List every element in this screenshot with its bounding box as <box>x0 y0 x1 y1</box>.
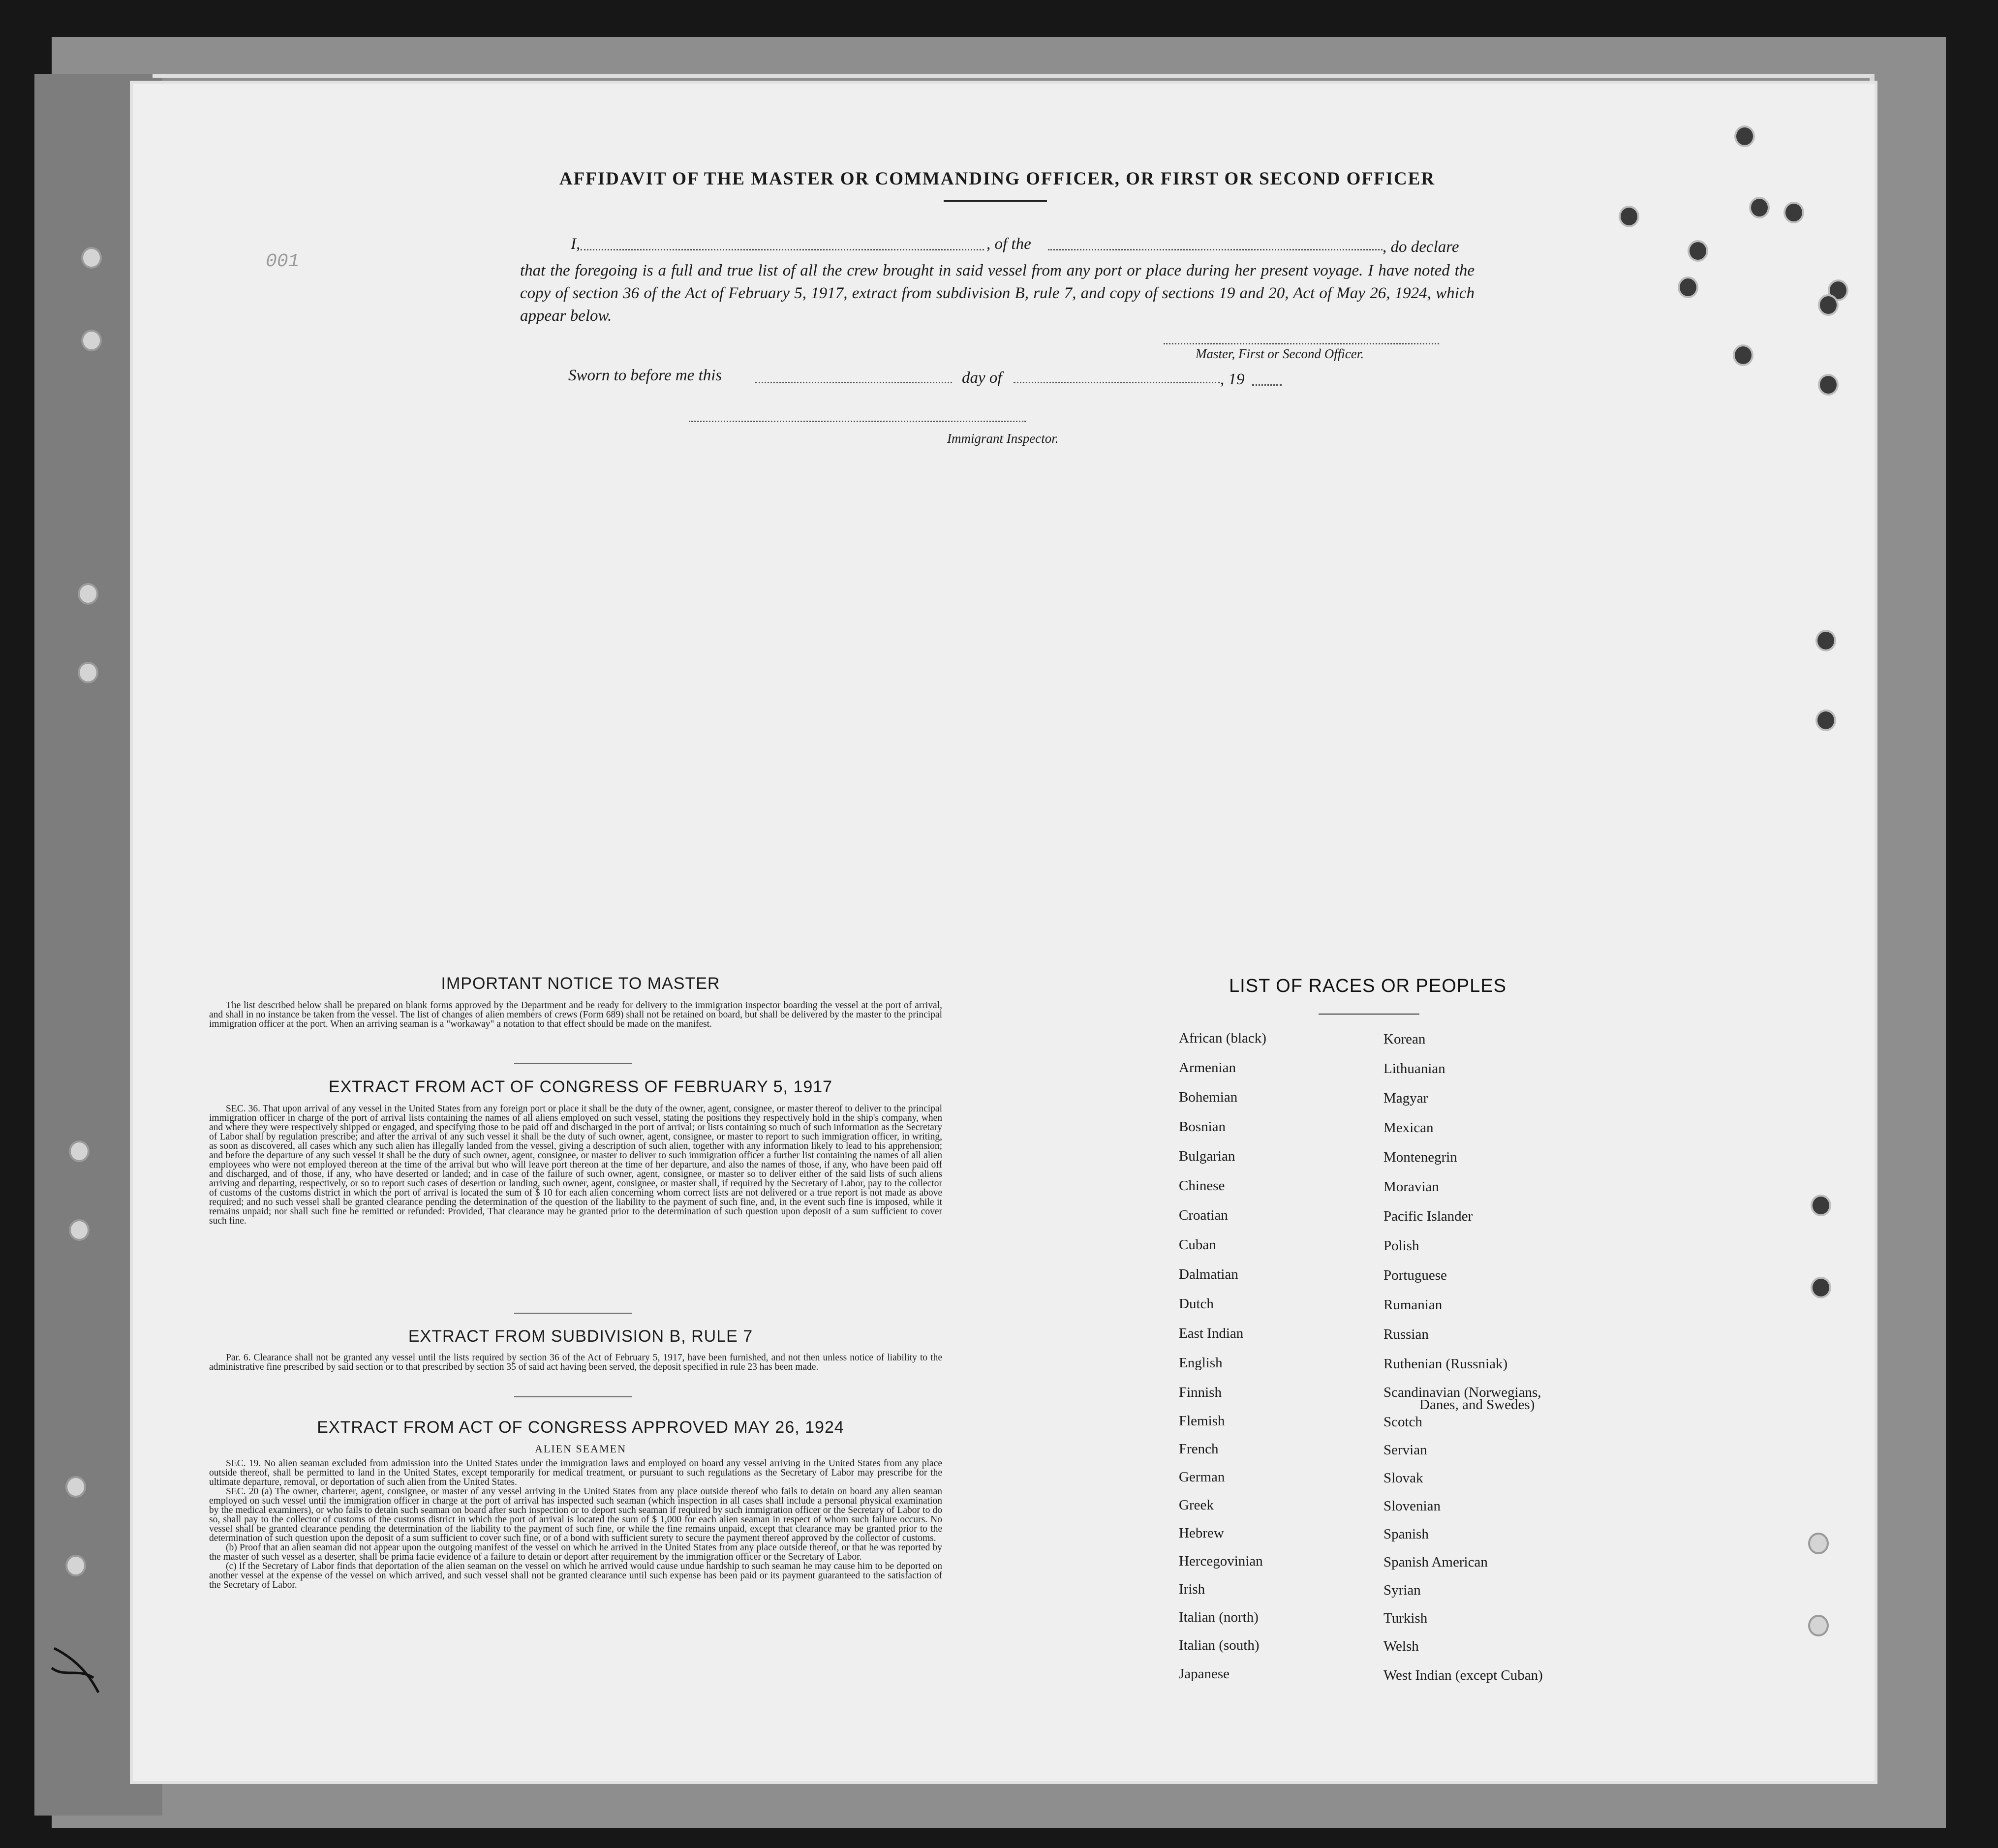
race-item: Hebrew <box>1179 1525 1224 1541</box>
binder-hole <box>1811 1195 1831 1216</box>
binder-hole <box>1749 197 1770 218</box>
race-item: Pacific Islander <box>1383 1208 1473 1224</box>
binder-hole <box>65 1476 86 1498</box>
binder-hole <box>78 583 98 605</box>
race-item: Mexican <box>1383 1120 1434 1136</box>
sec19-paragraph: SEC. 19. No alien seaman excluded from admission into the United States under the immigration laws and employed on board any vessel arriving in the United States from any place outside thereof, shall be permitted to land in the United States, except temporarily for medical treatment, or pursuant to such regulations as the Secretary of Labor may prescribe for the ultimate departure, removal, or deportation of such alien from the United States. <box>209 1458 942 1487</box>
binder-hole <box>1815 709 1836 731</box>
race-item: Dutch <box>1179 1296 1214 1312</box>
race-item: Italian (north) <box>1179 1609 1259 1625</box>
race-item: Rumanian <box>1383 1297 1443 1313</box>
race-item: Turkish <box>1383 1610 1428 1626</box>
affidavit-title: AFFIDAVIT OF THE MASTER OR COMMANDING OFFICER, OR FIRST OR SECOND OFFICER <box>559 169 1436 189</box>
binder-hole <box>1783 202 1804 223</box>
binder-hole <box>1734 125 1755 147</box>
race-item: Scotch <box>1383 1414 1422 1430</box>
race-item: Ruthenian (Russniak) <box>1383 1356 1508 1372</box>
race-item: East Indian <box>1179 1325 1244 1341</box>
race-item: Slovenian <box>1383 1498 1441 1514</box>
sworn-month-blank <box>1014 382 1220 383</box>
race-item: Cuban <box>1179 1237 1216 1253</box>
binder-hole <box>69 1219 90 1241</box>
sworn-year-blank <box>1252 384 1282 386</box>
notice-text <box>209 1001 942 1029</box>
race-item: Flemish <box>1179 1413 1225 1429</box>
extract-1917-text <box>209 1104 942 1226</box>
race-item: Hercegovinian <box>1179 1553 1263 1569</box>
race-item: Croatian <box>1179 1207 1228 1223</box>
inspector-signature-label: Immigrant Inspector. <box>947 431 1059 446</box>
vessel-blank <box>1048 249 1383 250</box>
binder-hole <box>1815 630 1836 651</box>
inspector-signature-blank <box>689 421 1026 422</box>
binder-hole <box>1678 277 1698 298</box>
race-item: West Indian (except Cuban) <box>1383 1667 1543 1683</box>
race-item: Greek <box>1179 1497 1214 1513</box>
race-item: Moravian <box>1383 1179 1439 1195</box>
race-item: Japanese <box>1179 1666 1230 1682</box>
notice-title: IMPORTANT NOTICE TO MASTER <box>441 974 720 993</box>
extract-1924-subtitle: ALIEN SEAMEN <box>535 1443 626 1455</box>
race-item: Montenegrin <box>1383 1149 1457 1165</box>
extract-1917-title: EXTRACT FROM ACT OF CONGRESS OF FEBRUARY 5, 1917 <box>328 1078 833 1096</box>
subdivision-title: EXTRACT FROM SUBDIVISION B, RULE 7 <box>408 1327 753 1346</box>
divider <box>514 1313 632 1314</box>
sec20b-paragraph: (b) Proof that an alien seaman did not appear upon the outgoing manifest of the vessel on which he arrived in the United States from any place outside thereof, or that he was reported by the master of such vessel as a deserter, shall be prima facie evidence of a failure to detain or deport after requirement by the immigration officer or the Secretary of Labor. <box>209 1542 942 1562</box>
race-item: Bosnian <box>1179 1119 1226 1135</box>
binder-hole <box>81 247 102 269</box>
sec20a-paragraph: SEC. 20 (a) The owner, charterer, agent, consignee, or master of any vessel arriving in the United States from any place outside thereof who fails to detain on board any alien seaman employed on such vessel until the immigration officer in charge at the port of arrival has inspected such seaman (which inspection in all cases shall include a personal physical examination by the medical examiners), or who fails to detain such seaman on board after such inspection or to deport such seaman if required by such immigration officer or the Secretary of Labor to do so, shall pay to the collector of customs of the customs district in which the port of arrival is located the sum of $ 1,000 for each alien seaman in respect of whom such failure occurs. No vessel shall be granted clearance pending the determination of the liability to the payment of such fine, or while the fine remains unpaid, except that clearance may be granted prior to the determination of such question upon the deposit of a sum sufficient to cover such fine, or of a bond with sufficient surety to secure the payment thereof approved by the collector of customs. <box>209 1486 942 1543</box>
master-signature-label: Master, First or Second Officer. <box>1196 346 1364 361</box>
race-item: Polish <box>1383 1238 1419 1254</box>
race-item: Dalmatian <box>1179 1266 1238 1282</box>
par6-paragraph: Par. 6. Clearance shall not be granted any vessel until the lists required by section 36 of the Act of February 5, 1917, have been furnished, and not then unless notice of liability to the administrative fine prescribed by said section or to that prescribed by section 35 of said act having been served, the deposit specified in rule 23 has been made. <box>209 1353 942 1372</box>
subdivision-text <box>209 1353 942 1372</box>
sworn-day-of-label: day of <box>962 369 1002 387</box>
race-item: Syrian <box>1383 1582 1421 1598</box>
race-item: Chinese <box>1179 1178 1225 1194</box>
master-signature-blank <box>1164 343 1439 344</box>
binder-hole <box>1818 294 1839 316</box>
margin-scribble <box>44 1638 113 1697</box>
races-title-underline <box>1319 1014 1419 1015</box>
race-item: Bohemian <box>1179 1089 1238 1105</box>
sec36-paragraph: SEC. 36. That upon arrival of any vessel in the United States from any foreign port or place it shall be the duty of the owner, agent, consignee, or master thereof to deliver to the principal immigration officer in charge of the port of arrival lists containing the names of all aliens employed on such vessel, stating the positions they respectively hold in the ship's company, when and where they were respectively shipped or engaged, and specifying those to be paid off and discharged in the port of arrival; or lists containing so much of such information as the Secretary of Labor shall by regulation prescribe; and after the arrival of any such vessel it shall be the duty of such owner, agent, consignee, or master to report to such immigration officer, in writing, as soon as discovered, all cases which any such alien has illegally landed from the vessel, giving a description of such alien, together with any information likely to lead to his apprehension; and before the departure of any such vessel it shall be the duty of such owner, agent, consignee, or master to deliver to such immigration officer a further list containing the names of all alien employees who were not employed thereon at the time of the arrival but who will leave port thereon at the time of her departure, and also the names of those, if any, who have been paid off and discharged, and of those, if any, who have deserted or landed; and in case of the failure of such owner, agent, consignee, or master so to deliver either of the said lists of such aliens arriving and departing, respectively, or so to report such cases of desertion or landing, such owner, agent, consignee, or master shall, if required by the Secretary of Labor, pay to the collector of customs of the customs district in which the port of arrival is located the sum of $ 10 for each alien concerning whom correct lists are not delivered or a true report is not made as above required; and no such vessel shall be granted clearance pending the determination of the question of the liability to the payment of such fine, and, in the event such fine is imposed, while it remains unpaid; nor shall such fine be remitted or refunded: Provided, That clearance may be granted prior to the determination of such question upon deposit of a sum sufficient to cover such fine. <box>209 1104 942 1226</box>
margin-stamp: 001 <box>266 251 300 272</box>
binder-hole <box>81 330 102 351</box>
race-item: Korean <box>1383 1031 1426 1047</box>
race-item: Scandinavian (Norwegians, <box>1383 1385 1541 1400</box>
binder-hole <box>1733 344 1753 366</box>
race-item: French <box>1179 1441 1219 1457</box>
race-item: Bulgarian <box>1179 1148 1235 1164</box>
binder-hole <box>1811 1277 1831 1298</box>
race-item: Russian <box>1383 1326 1429 1342</box>
sworn-year-label: , 19 <box>1220 370 1245 388</box>
binder-hole <box>65 1555 86 1576</box>
extract-1924-title: EXTRACT FROM ACT OF CONGRESS APPROVED MAY 26, 1924 <box>317 1418 844 1437</box>
binder-hole <box>1808 1533 1829 1554</box>
binder-hole <box>78 662 98 683</box>
divider <box>514 1063 632 1064</box>
race-item: African (black) <box>1179 1030 1266 1046</box>
notice-paragraph: The list described below shall be prepared on blank forms approved by the Department and be ready for delivery to the immigration inspector boarding the vessel at the port of arrival, and shall in no instance be taken from the vessel. The list of changes of alien members of crews (Form 689) shall not be retained on board, but shall be delivered by the master to the principal immigration officer at the port. When an arriving seaman is a "workaway" a notation to that effect should be made on the manifest. <box>209 1000 942 1029</box>
affidavit-body: that the foregoing is a full and true list of all the crew brought in said vessel from any port or place during her present voyage. I have noted the copy of section 36 of the Act of February 5, 1917, extract from subdivision B, rule 7, and copy of sections 19 and 20, Act of May 26, 1924, which appear below. <box>520 262 1475 325</box>
race-item: Portuguese <box>1383 1267 1447 1283</box>
race-item: Servian <box>1383 1442 1427 1458</box>
binder-hole <box>69 1140 90 1162</box>
affidavit-i-label: I, <box>571 235 581 253</box>
races-title: LIST OF RACES OR PEOPLES <box>1229 976 1506 996</box>
affidavit-declare-label: , do declare <box>1383 238 1459 256</box>
race-item: German <box>1179 1469 1225 1485</box>
race-item: Spanish American <box>1383 1554 1488 1570</box>
race-item: Magyar <box>1383 1090 1428 1106</box>
title-underline <box>944 200 1047 202</box>
divider <box>514 1396 632 1397</box>
race-item: Welsh <box>1383 1638 1419 1654</box>
race-item: Danes, and Swedes) <box>1419 1397 1535 1413</box>
race-item: Italian (south) <box>1179 1637 1260 1653</box>
sec20c-paragraph: (c) If the Secretary of Labor finds that deportation of the alien seaman on the vessel on which he arrived would cause undue hardship to such seaman he may cause him to be deported on another vessel at the expense of the vessel on which arrived, and such vessel shall not be granted clearance until such expense has been paid or its payment guaranteed to the satisfaction of the Secretary of Labor. <box>209 1561 942 1590</box>
race-item: Irish <box>1179 1581 1205 1597</box>
binder-hole <box>1818 374 1839 396</box>
sworn-label: Sworn to before me this <box>568 367 722 384</box>
race-item: English <box>1179 1355 1223 1371</box>
binder-hole <box>1688 240 1708 262</box>
extract-1924-text <box>209 1459 942 1590</box>
affidavit-of-the-label: , of the <box>986 235 1031 253</box>
race-item: Lithuanian <box>1383 1061 1445 1077</box>
name-blank <box>581 249 984 250</box>
race-item: Spanish <box>1383 1526 1429 1542</box>
race-item: Armenian <box>1179 1060 1236 1076</box>
binder-hole <box>1808 1615 1829 1636</box>
race-item: Slovak <box>1383 1470 1423 1486</box>
sworn-day-blank <box>755 382 952 383</box>
race-item: Finnish <box>1179 1385 1222 1400</box>
binder-hole <box>1619 206 1639 227</box>
